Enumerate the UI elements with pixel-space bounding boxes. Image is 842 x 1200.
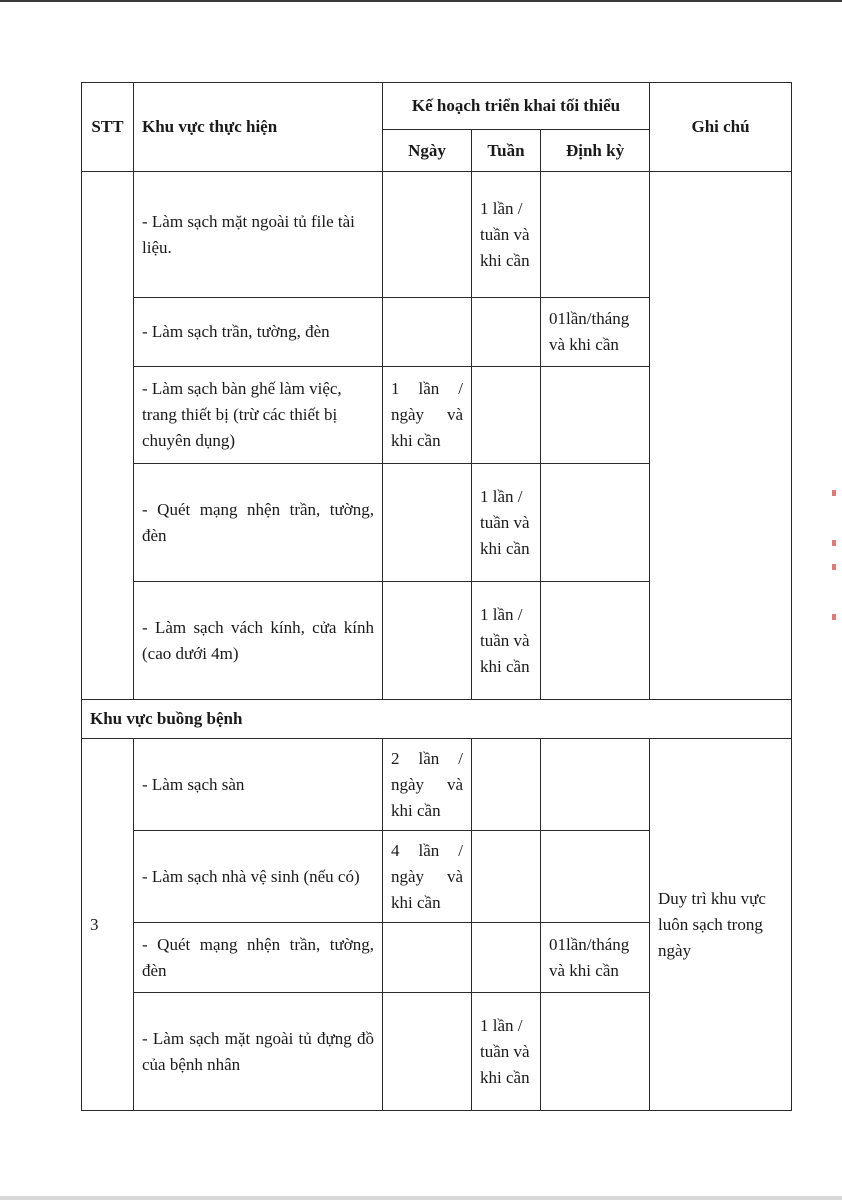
scan-bottom-edge [0,1196,842,1200]
task-cell: - Làm sạch sàn [134,739,383,831]
periodic-cell [541,582,650,700]
week-cell [472,367,541,464]
periodic-cell [541,993,650,1111]
periodic-cell [541,367,650,464]
header-note: Ghi chú [650,83,792,172]
day-cell [383,582,472,700]
section-title: Khu vực buồng bệnh [82,700,792,739]
week-cell [472,923,541,993]
task-cell: - Làm sạch trần, tường, đèn [134,298,383,367]
week-cell: 1 lần / tuần và khi cần [472,993,541,1111]
section-row [82,700,792,739]
header-area: Khu vực thực hiện [134,83,383,172]
note-cell-empty [650,172,792,700]
week-cell: 1 lần / tuần và khi cần [472,172,541,298]
week-cell [472,739,541,831]
table-row [82,172,792,298]
task-cell: - Làm sạch mặt ngoài tủ file tài liệu. [134,172,383,298]
day-cell: 2 lần / ngày và khi cần [383,739,472,831]
header-week: Tuần [472,130,541,172]
day-cell: 1 lần / ngày và khi cần [383,367,472,464]
task-cell: - Quét mạng nhện trần, tường, đèn [134,464,383,582]
week-cell [472,298,541,367]
task-cell: - Làm sạch vách kính, cửa kính (cao dưới 4m) [134,582,383,700]
periodic-cell: 01lần/tháng và khi cần [541,298,650,367]
header-day: Ngày [383,130,472,172]
week-cell: 1 lần / tuần và khi cần [472,582,541,700]
table-row [82,739,792,831]
day-cell [383,993,472,1111]
day-cell [383,464,472,582]
header-plan: Kế hoạch triển khai tối thiểu [383,83,650,130]
periodic-cell [541,464,650,582]
week-cell: 1 lần / tuần và khi cần [472,464,541,582]
header-stt: STT [82,83,134,172]
stt-cell-empty [82,172,134,700]
scan-top-edge [0,0,842,2]
week-cell [472,831,541,923]
header-periodic: Định kỳ [541,130,650,172]
task-cell: - Làm sạch nhà vệ sinh (nếu có) [134,831,383,923]
periodic-cell [541,172,650,298]
margin-stamp-marks [832,490,842,630]
periodic-cell [541,831,650,923]
header-row-1 [82,83,792,130]
day-cell: 4 lần / ngày và khi cần [383,831,472,923]
task-cell: - Làm sạch bàn ghế làm việc, trang thiết bị (trừ các thiết bị chuyên dụng) [134,367,383,464]
day-cell [383,298,472,367]
periodic-cell: 01lần/tháng và khi cần [541,923,650,993]
day-cell [383,172,472,298]
task-cell: - Quét mạng nhện trần, tường, đèn [134,923,383,993]
cleaning-schedule-table [81,82,792,1111]
task-cell: - Làm sạch mặt ngoài tủ đựng đồ của bệnh nhân [134,993,383,1111]
stt-cell: 3 [82,739,134,1111]
note-cell: Duy trì khu vực luôn sạch trong ngày [650,739,792,1111]
day-cell [383,923,472,993]
periodic-cell [541,739,650,831]
